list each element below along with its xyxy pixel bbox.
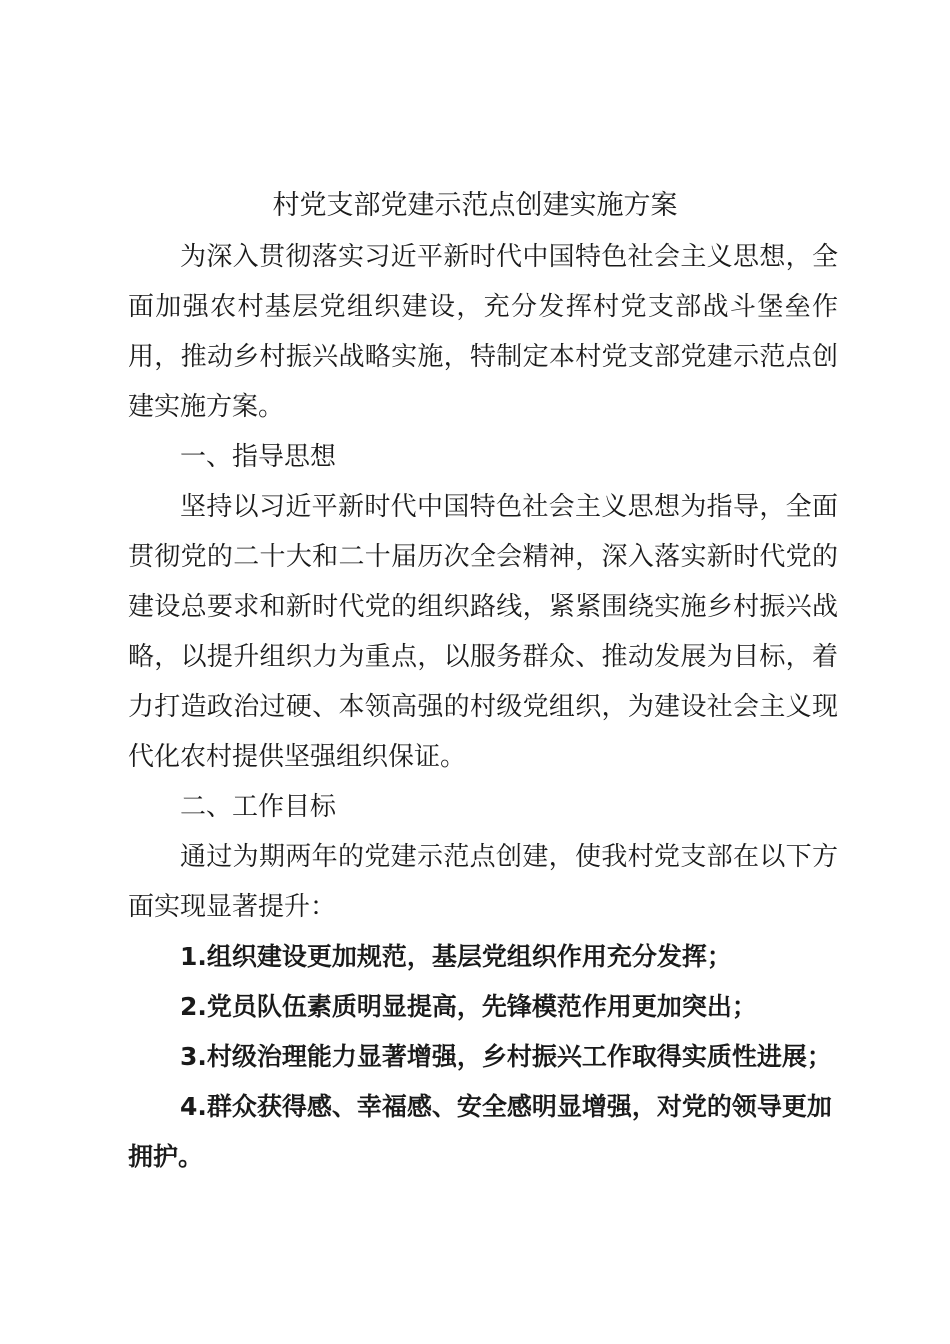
section-heading-work-goals: 二、工作目标 [180, 792, 337, 822]
section-paragraph-guiding-ideology: 坚持以习近平新时代中国特色社会主义思想为指导，全面贯彻党的二十大和二十届历次全会精神，深入落实新时代党的建设总要求和新时代党的组织路线，紧紧围绕实施乡村振兴战略，以提升组织力为重点，以服务群众、推动发展为目标，着力打造政治过硬、本领高强的村级党组织，为建设社会主义现代化农村提供坚强组织保证。 [128, 492, 838, 772]
section-heading-guiding-ideology: 一、指导思想 [180, 442, 337, 472]
document-title: 村党支部党建示范点创建实施方案 [272, 190, 678, 221]
goal-item: 1.组织建设更加规范，基层党组织作用充分发挥； [180, 942, 732, 971]
document-body [128, 232, 838, 1182]
goal-item: 2.党员队伍素质明显提高，先锋模范作用更加突出； [180, 992, 757, 1021]
goal-item: 4.群众获得感、幸福感、安全感明显增强，对党的领导更加拥护。 [128, 1092, 832, 1171]
section-paragraph-work-goals: 通过为期两年的党建示范点创建，使我村党支部在以下方面实现显著提升： [128, 842, 838, 922]
goal-item: 3.村级治理能力显著增强，乡村振兴工作取得实质性进展； [180, 1042, 832, 1071]
intro-paragraph: 为深入贯彻落实习近平新时代中国特色社会主义思想，全面加强农村基层党组织建设，充分发挥村党支部战斗堡垒作用，推动乡村振兴战略实施，特制定本村党支部党建示范点创建实施方案。 [128, 242, 838, 422]
